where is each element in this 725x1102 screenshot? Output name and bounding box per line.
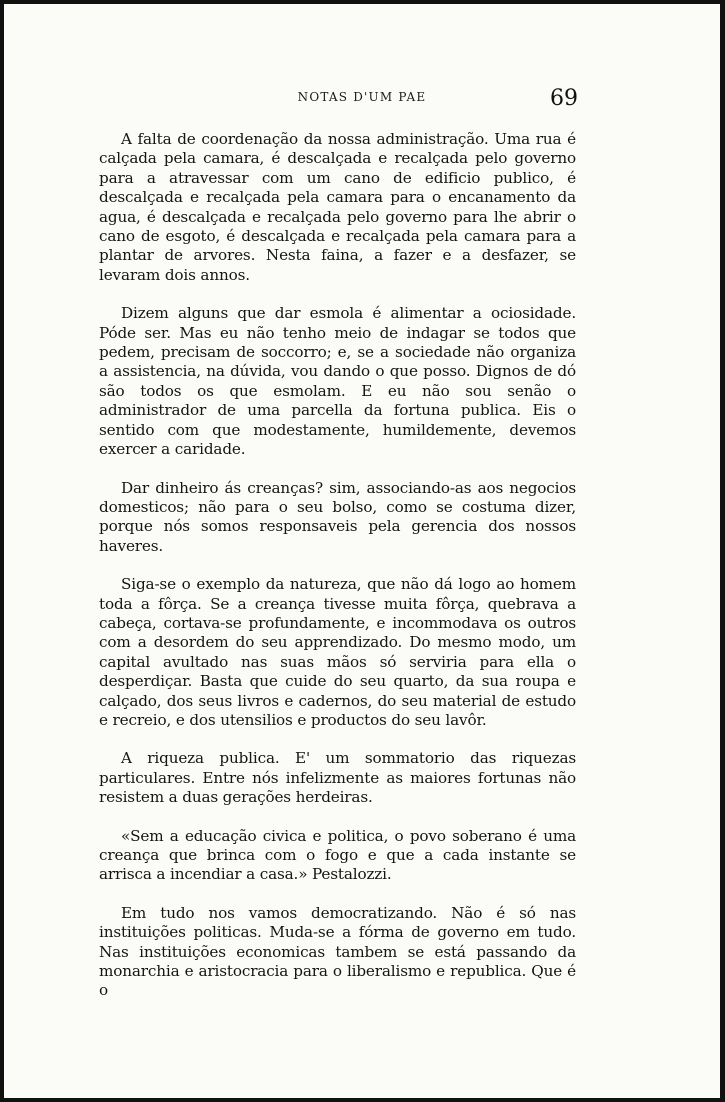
- page-number: 69: [550, 86, 578, 111]
- paragraph-children-money: Dar dinheiro ás creanças? sim, associando-as aos negocios domesticos; não para o seu bolso, como se costuma dizer, porque nós somos responsaveis pela gerencia dos nossos haveres.: [99, 478, 576, 555]
- paragraph-public-wealth: A riqueza publica. E' um sommatorio das riquezas particulares. Entre nós infelizmente as maiores fortunas não resistem a duas gerações herdeiras.: [99, 749, 576, 807]
- page-header: [4, 86, 720, 116]
- paragraph-democratization: Em tudo nos vamos democratizando. Não é só nas instituições politicas. Muda-se a fórma de governo em tudo. Nas instituições economicas tambem se está passando da monarchia e aristocracia para o liberalismo e republica. Que é o: [99, 903, 576, 1000]
- book-page: [4, 4, 720, 1098]
- body-text: [99, 130, 576, 1020]
- paragraph-pestalozzi-quote: «Sem a educação civica e politica, o povo soberano é uma creança que brinca com o fogo e que a cada instante se arrisca a incendiar a casa.» Pestalozzi.: [99, 826, 576, 884]
- paragraph-administration: A falta de coordenação da nossa administração. Uma rua é calçada pela camara, é descalçada e recalçada pelo governo para a atravessar com um cano de edificio publico, é descalçada e recalçada pela camara para o encanamento da agua, é descalçada e recalçada pelo governo para lhe abrir o cano de esgoto, é descalçada e recalçada pela camara para a plantar de arvores. Nesta faina, a fazer e a desfazer, se levaram dois annos.: [99, 130, 576, 284]
- running-head: NOTAS D'UM PAE: [297, 90, 427, 104]
- paragraph-charity: Dizem alguns que dar esmola é alimentar a ociosidade. Póde ser. Mas eu não tenho meio de indagar se todos que pedem, precisam de soccorro; e, se a sociedade não organiza a assistencia, na dúvida, vou dando o que posso. Dignos de dó são todos os que esmolam. E eu não sou senão o administrador de uma parcella da fortuna publica. Eis o sentido com que modestamente, humildemente, devemos exercer a caridade.: [99, 304, 576, 459]
- paragraph-nature-example: Siga-se o exemplo da natureza, que não dá logo ao homem toda a fôrça. Se a creança tivesse muita fôrça, quebrava a cabeça, cortava-se profundamente, e incommodava os outros com a desordem do seu apprendizado. Do mesmo modo, um capital avultado nas suas mãos só serviria para ella o desperdiçar. Basta que cuide do seu quarto, da sua roupa e calçado, dos seus livros e cadernos, do seu material de estudo e recreio, e dos utensilios e productos do seu lavôr.: [99, 575, 576, 729]
